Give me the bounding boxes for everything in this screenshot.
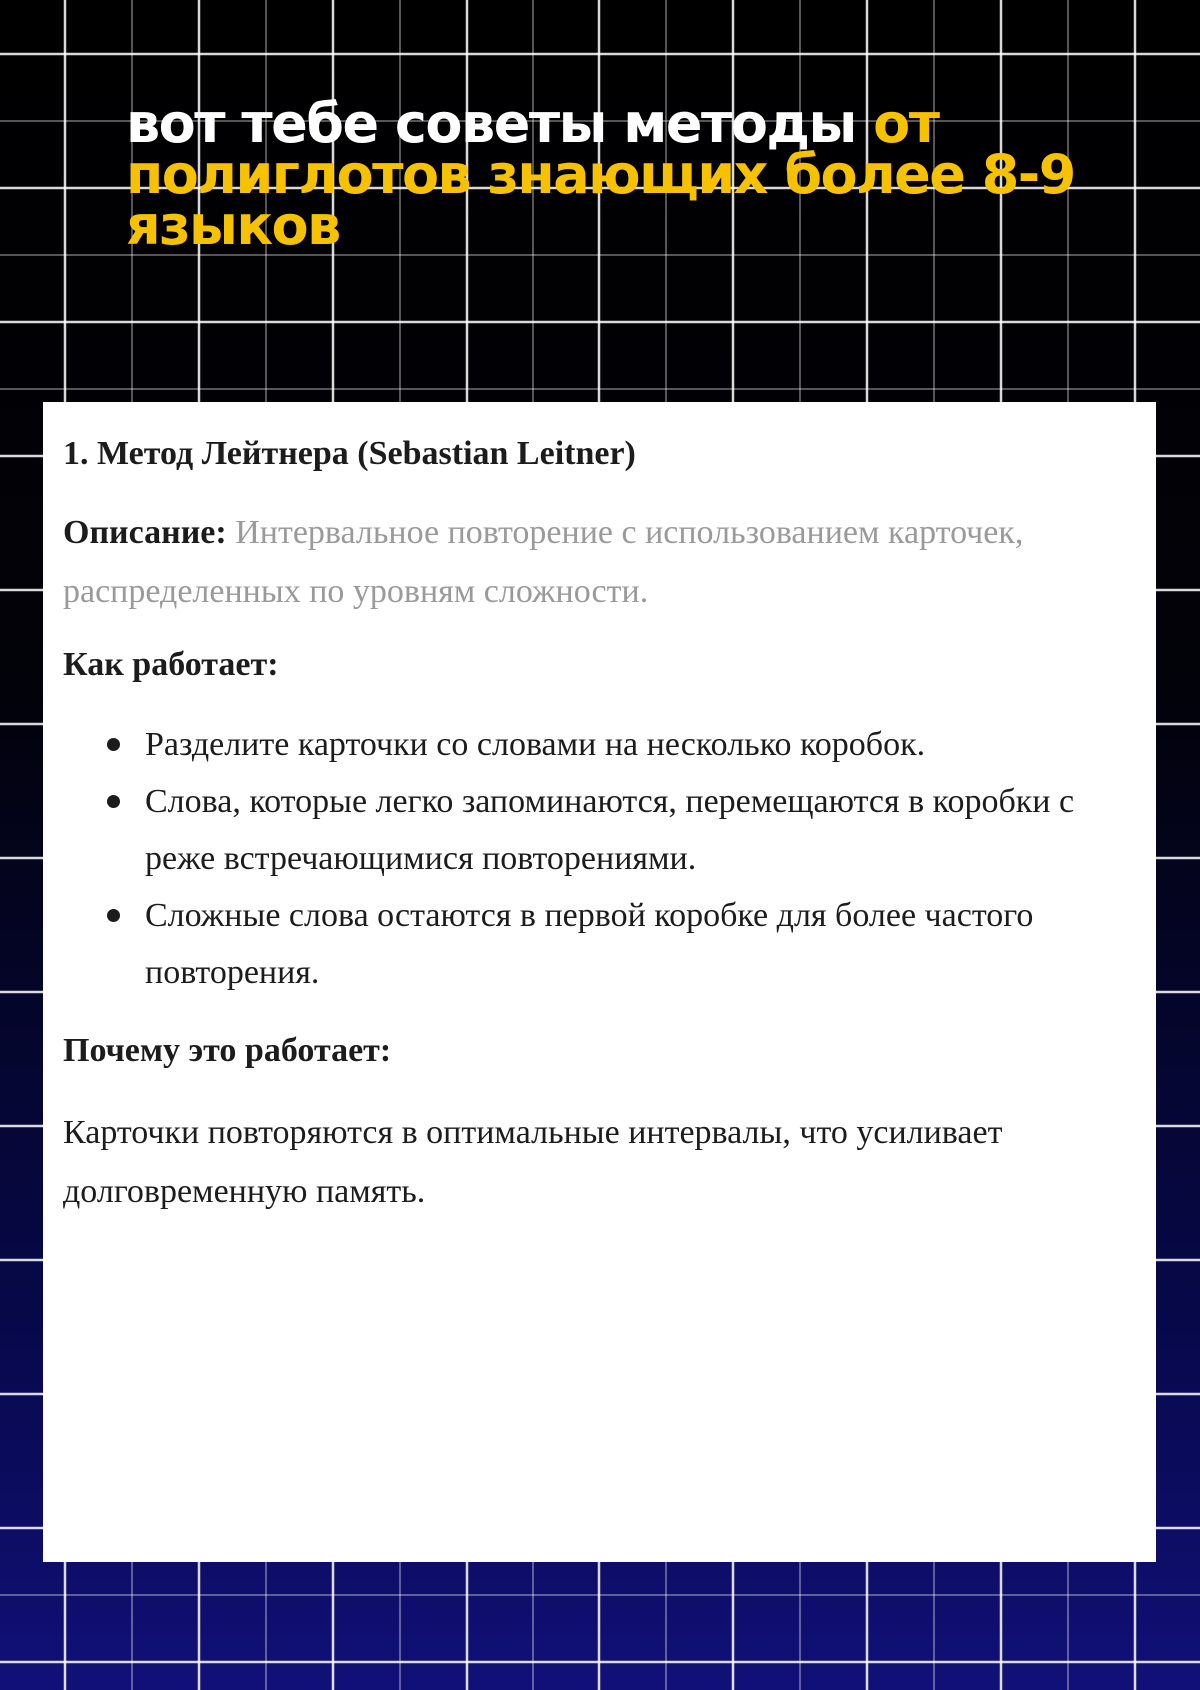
card-title: 1. Метод Лейтнера (Sebastian Leitner): [63, 435, 636, 472]
list-item-text: Слова, которые легко запоминаются, перемещаются в коробки с реже встречающимися повторениями.: [145, 782, 1075, 877]
list-item: [145, 887, 1136, 1001]
how-list: [63, 716, 1136, 1001]
how-heading: Как работает:: [63, 645, 279, 683]
bullet-icon: [107, 795, 120, 808]
list-item: [145, 716, 1136, 773]
headline-white: вот тебе советы методы: [126, 92, 874, 155]
bullet-icon: [107, 909, 120, 922]
list-item-text: Сложные слова остаются в первой коробке для более частого повторения.: [145, 896, 1034, 991]
list-item-text: Разделите карточки со словами на несколько коробок.: [145, 725, 926, 763]
bullet-icon: [107, 738, 120, 751]
why-text: Карточки повторяются в оптимальные интервалы, что усиливает долговременную память.: [63, 1114, 1003, 1211]
description-text: Интервальное повторение с использованием карточек, распределенных по уровням сложности.: [63, 513, 1024, 610]
content-card: [43, 402, 1156, 1562]
headline-accent: от полиглотов знающих более 8-9 языков: [126, 92, 1075, 257]
description-label: Описание:: [63, 513, 227, 551]
why-heading: Почему это работает:: [63, 1031, 392, 1069]
description: [63, 503, 1136, 621]
headline: [126, 92, 1106, 257]
list-item: [145, 773, 1136, 887]
